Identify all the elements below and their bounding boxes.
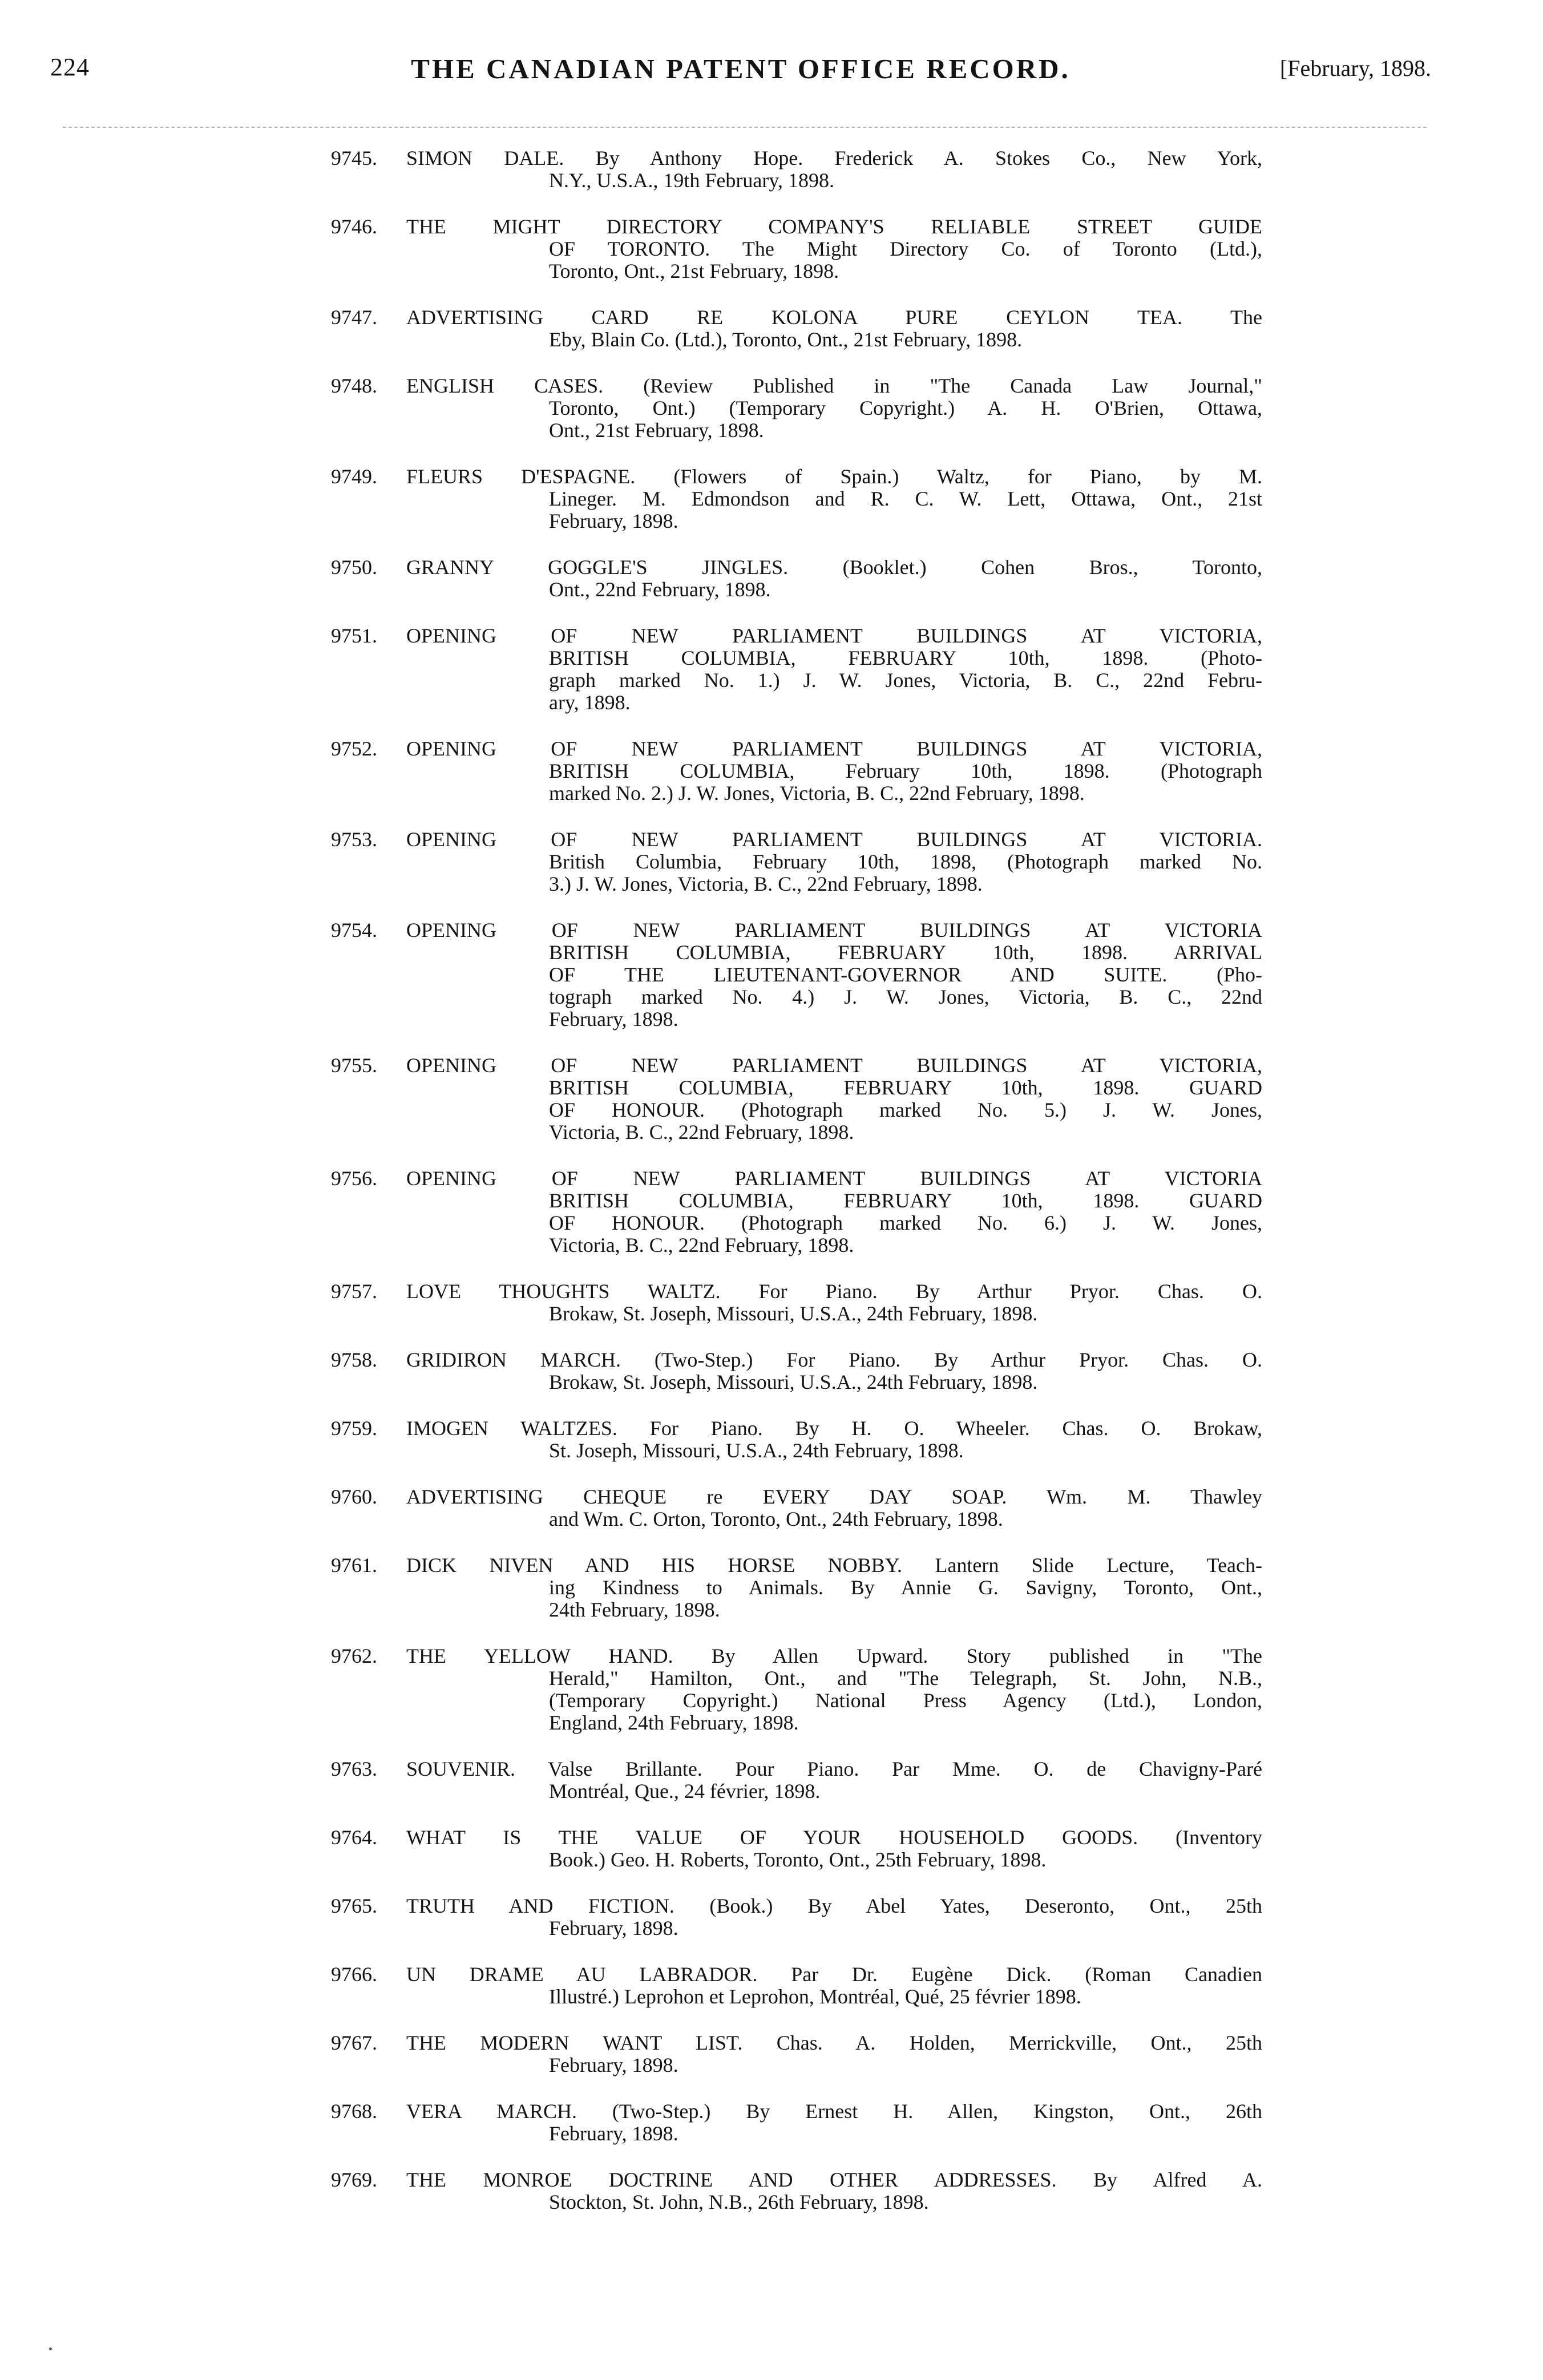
entry-title-line: IMOGEN WALTZES. For Piano. By H. O. Wheeler. Chas. O. Brokaw, [406,1417,1262,1440]
entry-number: 9763. [331,1757,377,1780]
copyright-entry [0,829,1543,895]
entry-number: 9750. [331,556,377,579]
entry-number: 9766. [331,1963,377,1986]
copyright-entry [0,2100,1543,2145]
copyright-entry [0,466,1543,532]
entry-number: 9755. [331,1054,377,1077]
entry-title-line: ADVERTISING CHEQUE re EVERY DAY SOAP. Wm. M. Thawley [406,1485,1262,1508]
entry-text-line: Toronto, Ont.) (Temporary Copyright.) A. H. O'Brien, Ottawa, [549,397,1262,419]
entry-number: 9759. [331,1417,377,1440]
entry-title-line: THE MODERN WANT LIST. Chas. A. Holden, Merrickville, Ont., 25th [406,2031,1262,2054]
entry-number: 9752. [331,737,377,760]
entry-title-line: UN DRAME AU LABRADOR. Par Dr. Eugène Dick. (Roman Canadien [406,1963,1262,1986]
entry-title-line: GRIDIRON MARCH. (Two-Step.) For Piano. By Arthur Pryor. Chas. O. [406,1348,1262,1371]
entry-title-line: OPENING OF NEW PARLIAMENT BUILDINGS AT VICTORIA. [406,828,1262,851]
copyright-entry [0,375,1543,442]
entry-number: 9756. [331,1167,377,1190]
issue-date: [February, 1898. [1279,55,1431,81]
entry-text-line: 24th February, 1898. [549,1598,720,1621]
entry-number: 9745. [331,147,377,169]
entry-text-line: February, 1898. [549,1008,678,1031]
copyright-entry [0,1417,1543,1462]
entry-number: 9753. [331,828,377,851]
entry-title-line: OPENING OF NEW PARLIAMENT BUILDINGS AT VICTORIA [406,919,1262,942]
entry-text-line: OF THE LIEUTENANT-GOVERNOR AND SUITE. (Pho- [549,963,1262,986]
entry-text-line: BRITISH COLUMBIA, February 10th, 1898. (Photograph [549,759,1262,782]
entry-title-line: OPENING OF NEW PARLIAMENT BUILDINGS AT VICTORIA [406,1167,1262,1190]
entry-number: 9751. [331,624,377,647]
entry-text-line: February, 1898. [549,2054,678,2076]
copyright-entry [0,1827,1543,1871]
journal-title: THE CANADIAN PATENT OFFICE RECORD. [411,53,1071,84]
entry-number: 9747. [331,306,377,329]
entry-title-line: OPENING OF NEW PARLIAMENT BUILDINGS AT VICTORIA, [406,1054,1262,1077]
entry-number: 9748. [331,374,377,397]
entry-text-line: Brokaw, St. Joseph, Missouri, U.S.A., 24th February, 1898. [549,1302,1038,1325]
copyright-entry [0,1645,1543,1734]
entry-title-line: WHAT IS THE VALUE OF YOUR HOUSEHOLD GOODS. (Inventory [406,1826,1262,1849]
entry-number: 9746. [331,215,377,238]
entry-text-line: N.Y., U.S.A., 19th February, 1898. [549,169,834,192]
entry-text-line: Lineger. M. Edmondson and R. C. W. Lett, Ottawa, Ont., 21st [549,487,1262,510]
page-number: 224 [50,53,90,81]
copyright-entry [0,1167,1543,1256]
entry-number: 9767. [331,2031,377,2054]
entry-number: 9762. [331,1644,377,1667]
entry-text-line: OF TORONTO. The Might Directory Co. of Toronto (Ltd.), [549,237,1262,260]
entry-text-line: England, 24th February, 1898. [549,1711,799,1734]
entry-title-line: ADVERTISING CARD RE KOLONA PURE CEYLON TEA. The [406,306,1262,329]
entry-text-line: Illustré.) Leprohon et Leprohon, Montréal, Qué, 25 février 1898. [549,1985,1081,2008]
entry-text-line: Brokaw, St. Joseph, Missouri, U.S.A., 24th February, 1898. [549,1371,1038,1393]
entry-text-line: February, 1898. [549,1917,678,1939]
entry-number: 9757. [331,1280,377,1303]
entry-number: 9758. [331,1348,377,1371]
entry-number: 9765. [331,1894,377,1917]
copyright-entry [0,1963,1543,2008]
entry-text-line: BRITISH COLUMBIA, FEBRUARY 10th, 1898. (Photo- [549,646,1262,669]
entry-text-line: BRITISH COLUMBIA, FEBRUARY 10th, 1898. GUARD [549,1076,1262,1099]
entry-text-line: Stockton, St. John, N.B., 26th February, 1898. [549,2191,929,2213]
entry-number: 9764. [331,1826,377,1849]
entry-title-line: THE MIGHT DIRECTORY COMPANY'S RELIABLE STREET GUIDE [406,215,1262,238]
entry-text-line: BRITISH COLUMBIA, FEBRUARY 10th, 1898. ARRIVAL [549,941,1262,964]
entry-title-line: FLEURS D'ESPAGNE. (Flowers of Spain.) Waltz, for Piano, by M. [406,465,1262,488]
entry-text-line: Ont., 21st February, 1898. [549,419,764,442]
margin-mark [49,2347,52,2350]
entry-text-line: and Wm. C. Orton, Toronto, Ont., 24th February, 1898. [549,1508,1003,1530]
entry-number: 9754. [331,919,377,942]
entry-text-line: Victoria, B. C., 22nd February, 1898. [549,1121,854,1143]
entry-title-line: THE YELLOW HAND. By Allen Upward. Story published in "The [406,1644,1262,1667]
entry-text-line: Toronto, Ont., 21st February, 1898. [549,260,839,282]
entry-number: 9760. [331,1485,377,1508]
entry-number: 9761. [331,1554,377,1577]
copyright-entry [0,1758,1543,1803]
entry-text-line: Victoria, B. C., 22nd February, 1898. [549,1234,854,1256]
copyright-entry [0,2032,1543,2076]
copyright-entry [0,306,1543,351]
entry-text-line: graph marked No. 1.) J. W. Jones, Victoria, B. C., 22nd Febru- [549,669,1262,692]
copyright-entry [0,556,1543,601]
copyright-entry [0,625,1543,714]
entry-title-line: ENGLISH CASES. (Review Published in "The Canada Law Journal," [406,374,1262,397]
entry-title-line: OPENING OF NEW PARLIAMENT BUILDINGS AT VICTORIA, [406,737,1262,760]
copyright-entry [0,1280,1543,1325]
entry-text-line: BRITISH COLUMBIA, FEBRUARY 10th, 1898. GUARD [549,1189,1262,1212]
entry-number: 9768. [331,2100,377,2123]
entry-title-line: OPENING OF NEW PARLIAMENT BUILDINGS AT VICTORIA, [406,624,1262,647]
entry-title-line: THE MONROE DOCTRINE AND OTHER ADDRESSES. By Alfred A. [406,2168,1262,2191]
entry-text-line: British Columbia, February 10th, 1898, (Photograph marked No. [549,850,1262,873]
copyright-entry [0,1554,1543,1621]
entry-text-line: Book.) Geo. H. Roberts, Toronto, Ont., 25th February, 1898. [549,1848,1047,1871]
entry-text-line: Montréal, Que., 24 février, 1898. [549,1780,821,1803]
entry-title-line: GRANNY GOGGLE'S JINGLES. (Booklet.) Cohen Bros., Toronto, [406,556,1262,579]
copyright-entry [0,1054,1543,1143]
copyright-entry [0,1486,1543,1530]
entry-text-line: February, 1898. [549,510,678,532]
entry-number: 9749. [331,465,377,488]
entry-text-line: ing Kindness to Animals. By Annie G. Savigny, Toronto, Ont., [549,1576,1262,1599]
running-head [50,52,1431,87]
entry-text-line: Eby, Blain Co. (Ltd.), Toronto, Ont., 21st February, 1898. [549,328,1023,351]
entry-text-line: Herald," Hamilton, Ont., and "The Telegraph, St. John, N.B., [549,1667,1262,1690]
entry-text-line: Ont., 22nd February, 1898. [549,578,771,601]
entry-text-line: OF HONOUR. (Photograph marked No. 6.) J. W. Jones, [549,1211,1262,1234]
entry-text-line: (Temporary Copyright.) National Press Agency (Ltd.), London, [549,1689,1262,1712]
entry-title-line: SIMON DALE. By Anthony Hope. Frederick A. Stokes Co., New York, [406,147,1262,169]
copyright-entry [0,738,1543,805]
entry-text-line: marked No. 2.) J. W. Jones, Victoria, B. C., 22nd February, 1898. [549,782,1085,805]
entry-number: 9769. [331,2168,377,2191]
entry-text-line: February, 1898. [549,2122,678,2145]
copyright-entry [0,1895,1543,1939]
entry-text-line: OF HONOUR. (Photograph marked No. 5.) J. W. Jones, [549,1098,1262,1121]
entry-text-line: St. Joseph, Missouri, U.S.A., 24th February, 1898. [549,1439,964,1462]
entry-title-line: LOVE THOUGHTS WALTZ. For Piano. By Arthur Pryor. Chas. O. [406,1280,1262,1303]
copyright-entry-list [0,147,1543,2316]
copyright-entry [0,919,1543,1031]
entry-text-line: ary, 1898. [549,691,631,714]
header-rule [63,127,1427,128]
entry-title-line: VERA MARCH. (Two-Step.) By Ernest H. Allen, Kingston, Ont., 26th [406,2100,1262,2123]
entry-title-line: DICK NIVEN AND HIS HORSE NOBBY. Lantern Slide Lecture, Teach- [406,1554,1262,1577]
entry-text-line: tograph marked No. 4.) J. W. Jones, Victoria, B. C., 22nd [549,985,1262,1008]
entry-title-line: SOUVENIR. Valse Brillante. Pour Piano. Par Mme. O. de Chavigny-Paré [406,1757,1262,1780]
copyright-entry [0,1349,1543,1393]
entry-text-line: 3.) J. W. Jones, Victoria, B. C., 22nd February, 1898. [549,872,983,895]
copyright-entry [0,147,1543,192]
copyright-entry [0,216,1543,282]
copyright-entry [0,2169,1543,2213]
entry-title-line: TRUTH AND FICTION. (Book.) By Abel Yates, Deseronto, Ont., 25th [406,1894,1262,1917]
